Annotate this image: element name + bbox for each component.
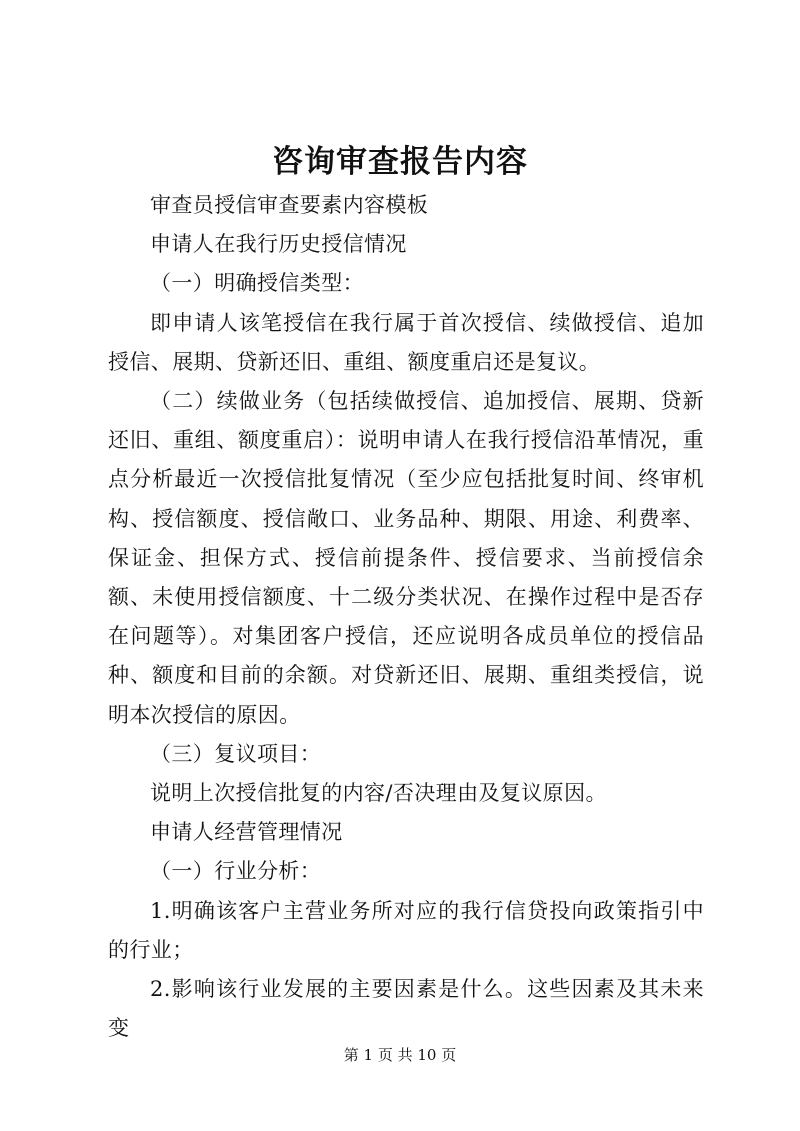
- page-number-footer: 第 1 页 共 10 页: [343, 1046, 457, 1064]
- document-title: 咨询审查报告内容: [272, 144, 528, 180]
- paragraph-industry-point-1: 1.明确该客户主营业务所对应的我行信贷投向政策指引中的行业；: [108, 898, 704, 962]
- paragraph-subheading-industry: （一）行业分析：: [150, 859, 322, 884]
- paragraph-subheading-credit-type: （一）明确授信类型：: [150, 271, 364, 296]
- paragraph-renewal-business: （二）续做业务（包括续做授信、追加授信、展期、贷新还旧、重组、额度重启）：说明申请人在我行授信沿革情况，重点分析最近一次授信批复情况（至少应包括批复时间、终审机构、授信额度、授信敞口、业务品种、期限、用途、利费率、保证金、担保方式、授信前提条件、授信要求、当前授信余额、未使用授信额度、十二级分类状况、在操作过程中是否存在问题等）。对集团客户授信，还应说明各成员单位的授信品种、额度和目前的余额。对贷新还旧、展期、重组类授信，说明本次授信的原因。: [108, 389, 704, 727]
- paragraph-credit-type-description: 即申请人该笔授信在我行属于首次授信、续做授信、追加授信、展期、贷新还旧、重组、额度重启还是复议。: [108, 310, 704, 374]
- paragraph-section-operations: 申请人经营管理情况: [150, 820, 343, 845]
- paragraph-review-description: 说明上次授信批复的内容/否决理由及复议原因。: [150, 781, 607, 806]
- paragraph-industry-point-2: 2.影响该行业发展的主要因素是什么。这些因素及其未来变: [108, 977, 704, 1041]
- paragraph-subheading-review: （三）复议项目：: [150, 741, 322, 766]
- paragraph-template-name: 审查员授信审查要素内容模板: [150, 193, 429, 217]
- paragraph-section-history: 申请人在我行历史授信情况: [150, 232, 407, 257]
- document-body: [108, 186, 704, 1048]
